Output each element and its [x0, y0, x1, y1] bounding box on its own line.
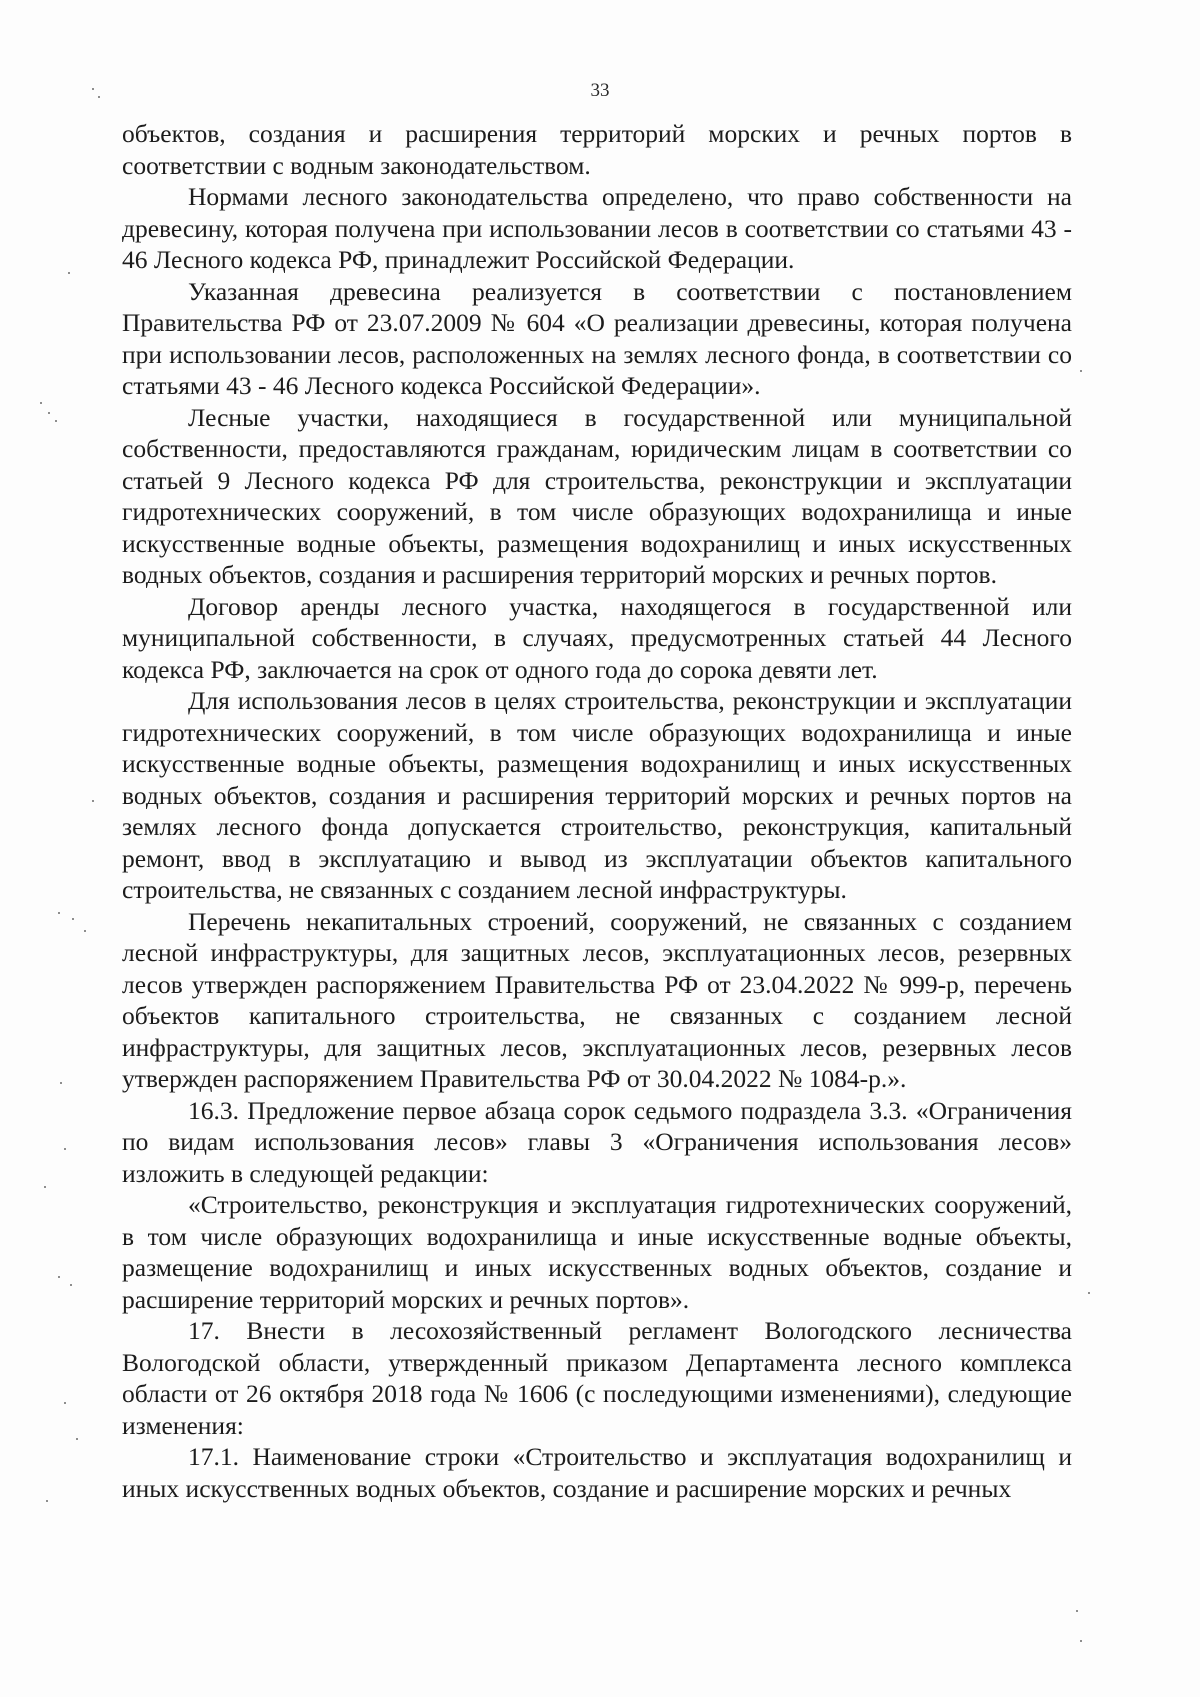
scan-speck — [1080, 1640, 1082, 1642]
scan-speck — [48, 412, 50, 414]
paragraph-construction-use: Для использования лесов в целях строительства, реконструкции и эксплуатации гидротехнических сооружений, в том числе образующих водохранилища и иные искусственные водные объекты, размещения водохранилищ и иных искусственных водных объектов, создания и расширения территорий морских и речных портов на землях лесного фонда допускается строительство, реконструкция, капитальный ремонт, ввод в эксплуатацию и вывод из эксплуатации объектов капитального строительства, не связанных с созданием лесной инфраструктуры. — [122, 686, 1072, 904]
scan-speck — [1088, 1292, 1090, 1294]
scan-speck — [58, 1276, 60, 1278]
scan-speck — [70, 1284, 72, 1286]
scan-speck — [64, 1148, 66, 1150]
scan-speck — [58, 912, 60, 914]
paragraph-timber-sale: Указанная древесина реализуется в соответствии с постановлением Правительства РФ от 23.07.2009 № 604 «О реализации древесины, которая получена при использовании лесов, расположенных на землях лесного фонда, в соответствии со статьями 43 - 46 Лесного кодекса Российской Федерации». — [122, 276, 1072, 400]
scan-speck — [76, 1438, 78, 1440]
paragraph-lease-term: Договор аренды лесного участка, находящегося в государственной или муниципальной собственности, в случаях, предусмотренных статьей 44 Лесного кодекса РФ, заключается на срок от одного года до сорока девяти лет. — [122, 591, 1072, 684]
scan-speck — [72, 918, 74, 920]
paragraph-new-wording: «Строительство, реконструкция и эксплуатация гидротехнических сооружений, в том числе образующих водохранилища и иные искусственные водные объекты, размещение водохранилищ и иных искусственных водных объектов, создание и расширение территорий морских и речных портов». — [122, 1190, 1072, 1314]
scan-speck — [60, 1082, 62, 1084]
paragraph-structures-list: Перечень некапитальных строений, сооружений, не связанных с созданием лесной инфраструктуры, для защитных лесов, эксплуатационных лесов, резервных лесов утвержден распоряжением Правительства РФ от 23.04.2022 № 999-р, перечень объектов капитального строительства, не связанных с созданием лесной инфраструктуры, для защитных лесов, эксплуатационных лесов, резервных лесов утвержден распоряжением Правительства РФ от 30.04.2022 № 1084-р.». — [122, 906, 1072, 1093]
page-number: 33 — [590, 80, 610, 101]
scan-speck — [40, 402, 42, 404]
scan-speck — [98, 96, 100, 98]
document-body — [122, 118, 1072, 1504]
scan-speck — [92, 88, 94, 90]
scan-speck — [68, 272, 70, 274]
paragraph-item-17: 17. Внести в лесохозяйственный регламент Вологодского лесничества Вологодской области, утвержденный приказом Департамента лесного комплекса области от 26 октября 2018 года № 1606 (с последующими изменениями), следующие изменения: — [122, 1316, 1072, 1440]
scan-speck — [92, 800, 94, 802]
paragraph-ownership: Нормами лесного законодательства определено, что право собственности на древесину, которая получена при использовании лесов в соответствии со статьями 43 - 46 Лесного кодекса РФ, принадлежит Российской Федерации. — [122, 182, 1072, 274]
paragraph-continuation: объектов, создания и расширения территорий морских и речных портов в соответствии с водным законодательством. — [122, 119, 1072, 180]
scan-speck — [1080, 370, 1082, 372]
paragraph-land-plots: Лесные участки, находящиеся в государственной или муниципальной собственности, предоставляются гражданам, юридическим лицам в соответствии со статьей 9 Лесного кодекса РФ для строительства, реконструкции и эксплуатации гидротехнических сооружений, в том числе образующих водохранилища и иные искусственные водные объекты, размещения водохранилищ и иных искусственных водных объектов, создания и расширения территорий морских и речных портов. — [122, 402, 1072, 589]
paragraph-item-17-1: 17.1. Наименование строки «Строительство и эксплуатация водохранилищ и иных искусственных водных объектов, создание и расширение морских и речных — [122, 1442, 1072, 1503]
scan-speck — [84, 930, 86, 932]
scan-speck — [46, 1500, 48, 1502]
scan-speck — [64, 1402, 66, 1404]
scan-speck — [1076, 1610, 1078, 1612]
paragraph-item-16-3: 16.3. Предложение первое абзаца сорок седьмого подраздела 3.3. «Ограничения по видам использования лесов» главы 3 «Ограничения использования лесов» изложить в следующей редакции: — [122, 1095, 1072, 1188]
scan-speck — [55, 420, 57, 422]
scan-speck — [44, 1186, 46, 1188]
